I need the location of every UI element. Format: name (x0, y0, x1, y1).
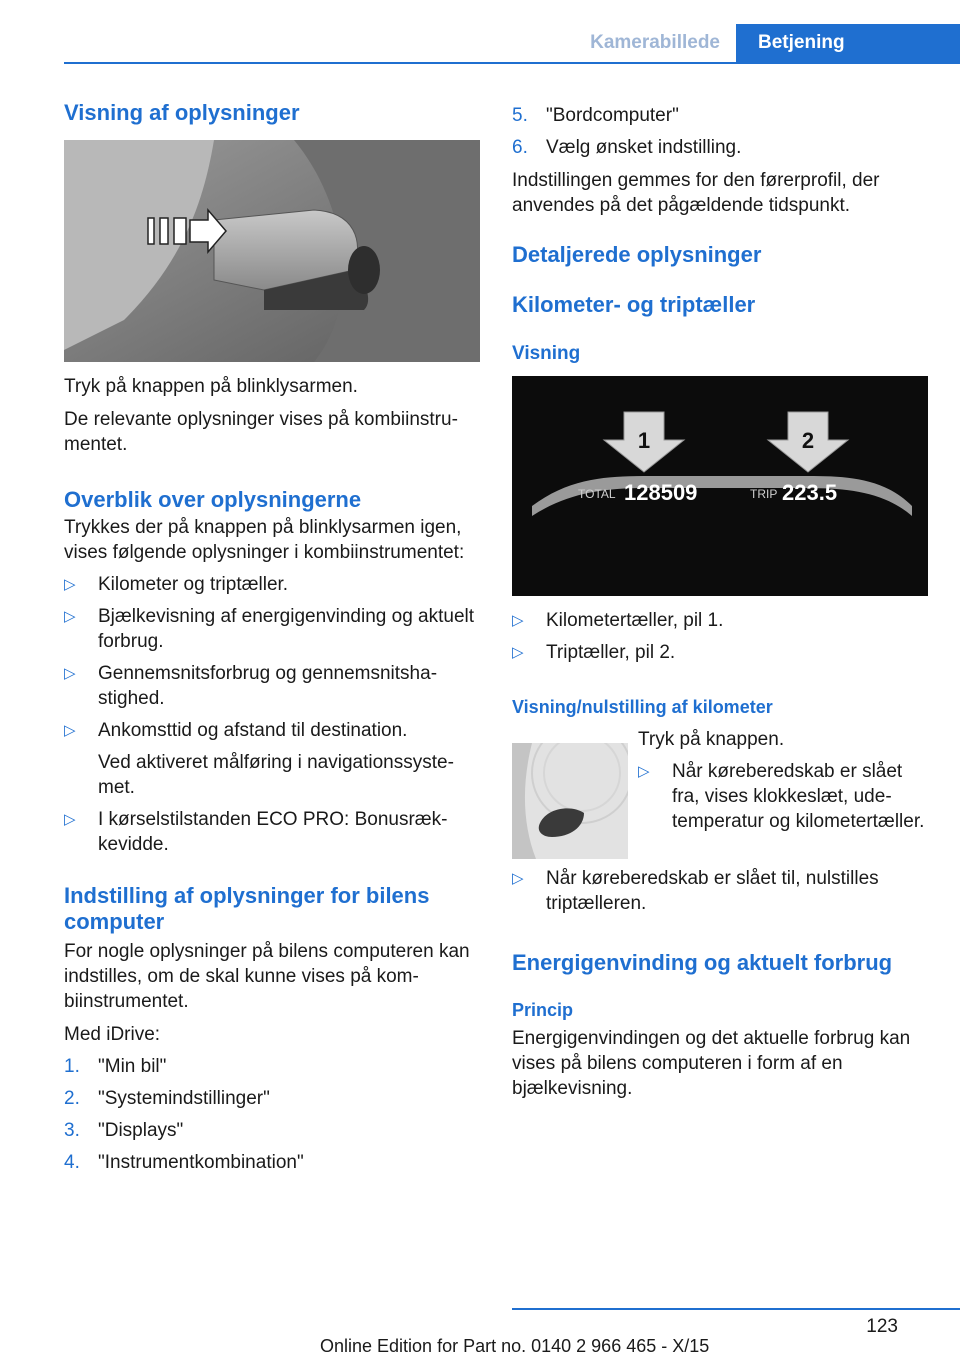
heading-detaljerede: Detaljerede oplysninger (512, 242, 762, 267)
reset-button-text (628, 727, 930, 859)
heading-kilometer: Kilometer- og triptæller (512, 292, 756, 317)
list-item: 2. "Systemindstillinger" (64, 1088, 270, 1109)
paragraph-relevante: De relevante oplysninger vises på kombiinstrumentet. (64, 409, 458, 455)
total-label: TOTAL (578, 487, 616, 501)
triangle-right-icon: ▷ (64, 665, 76, 682)
paragraph-idrive: Med iDrive: (64, 1024, 161, 1045)
footer-rule (512, 1308, 960, 1310)
header-section-tab[interactable]: Kamerabillede (590, 32, 720, 53)
arrow-2-label: 2 (801, 428, 815, 453)
odometer-display-image (512, 376, 928, 596)
triangle-right-icon: ▷ (64, 722, 76, 739)
list-item: 4. "Instrumentkombination" (64, 1152, 304, 1173)
right-column (512, 100, 930, 1101)
triangle-right-icon: ▷ (512, 612, 524, 629)
reset-button-block (512, 727, 930, 859)
trip-value: 223.5 (782, 480, 838, 505)
paragraph-gemmes: Indstillingen gemmes for den førerprofil, der anvendes på det pågældende tidspunkt. (512, 170, 880, 216)
list-item: 1. "Min bil" (64, 1056, 167, 1077)
heading-indstilling: Indstilling af oplysninger for bilens computer (64, 883, 430, 934)
idrive-steps-list (64, 1054, 482, 1175)
list-item: ▷ Når køreberedskab er slået til, nulstilles triptælleren. (512, 868, 879, 914)
paragraph-tryk: Tryk på knappen på blinklysarmen. (64, 376, 358, 397)
paragraph-energi: Energigenvindingen og det aktuelle forbrug kan vises på bilens computeren i form af en bjælkevisning. (512, 1028, 911, 1099)
triangle-right-icon: ▷ (512, 870, 524, 887)
list-item: 3. "Displays" (64, 1120, 184, 1141)
overview-bullet-list (64, 572, 482, 857)
list-item-note: Ved aktiveret målføring i navigationssystemet. (98, 752, 454, 798)
trip-label: TRIP (750, 487, 778, 501)
list-item: ▷ Kilometer og triptæller. (64, 574, 289, 595)
odometer-reset-button-illustration (512, 743, 628, 859)
page-header (0, 0, 960, 62)
turn-signal-lever-image (64, 140, 480, 362)
total-value: 128509 (624, 480, 698, 505)
triangle-right-icon: ▷ (512, 644, 524, 661)
list-item: ▷ Bjælkevisning af energigenvinding og aktuelt forbrug. (64, 606, 475, 652)
idrive-steps-list-continued (512, 103, 930, 160)
paragraph-nogle: For nogle oplysninger på bilens computeren kan indstilles, om de skal kunne vises på kombiinstrumentet. (64, 941, 470, 1012)
heading-visning-af-oplysninger: Visning af oplysninger (64, 100, 300, 125)
heading-princip: Princip (512, 1000, 574, 1020)
header-chapter-tab[interactable]: Betjening (736, 24, 960, 62)
reset-list (512, 866, 930, 916)
triangle-right-icon: ▷ (64, 576, 76, 593)
paragraph-tryk-knappen: Tryk på knappen. (638, 729, 785, 750)
turn-signal-lever-illustration (64, 140, 480, 362)
list-item: ▷ Ankomsttid og afstand til destination. Ved aktiveret målføring i navigationssystemet. (64, 718, 482, 800)
list-item: ▷ Triptæller, pil 2. (512, 642, 676, 663)
triangle-right-icon: ▷ (64, 811, 76, 828)
reset-inline-list (638, 759, 930, 834)
list-item: ▷ I kørselstilstanden ECO PRO: Bonusrækkevidde. (64, 809, 448, 855)
header-rule (64, 62, 960, 64)
odometer-bullet-list (512, 608, 930, 665)
list-item: ▷ Når køreberedskab er slået fra, vises klokkeslæt, udetemperatur og kilometertæller. (638, 761, 925, 832)
heading-overblik: Overblik over oplysningerne (64, 487, 362, 512)
triangle-right-icon: ▷ (638, 763, 650, 780)
page-number: 123 (866, 1316, 898, 1337)
arrow-1-label: 1 (637, 428, 651, 453)
list-item: ▷ Kilometertæller, pil 1. (512, 610, 724, 631)
odometer-display-illustration (512, 376, 928, 596)
list-item: ▷ Gennemsnitsforbrug og gennemsnitshastighed. (64, 663, 438, 709)
heading-nulstilling: Visning/nulstilling af kilometer (512, 697, 773, 717)
reset-button-image (512, 743, 628, 859)
heading-energigenvinding: Energigenvinding og aktuelt forbrug (512, 950, 893, 975)
footer-edition: Online Edition for Part no. 0140 2 966 465 - X/15 (320, 1336, 710, 1356)
paragraph-trykkes: Trykkes der på knappen på blinklysarmen igen, vises følgende oplysninger i kombiinstrumentet: (64, 517, 465, 563)
heading-visning: Visning (512, 343, 581, 364)
list-item: 6. Vælg ønsket indstilling. (512, 137, 742, 158)
list-item: 5. "Bordcomputer" (512, 105, 679, 126)
left-column (64, 100, 482, 1175)
triangle-right-icon: ▷ (64, 608, 76, 625)
